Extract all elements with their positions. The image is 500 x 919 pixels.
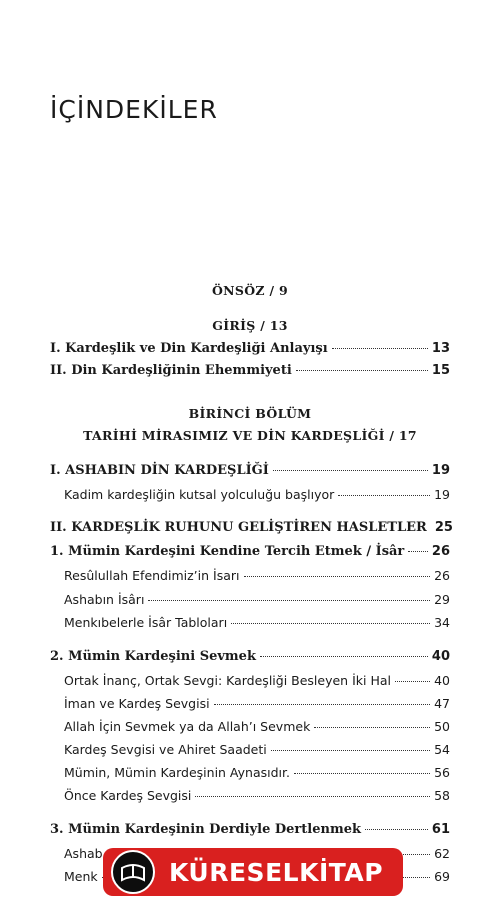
dot-leader: [314, 727, 430, 728]
dot-leader: [408, 551, 428, 552]
toc-entry: [64, 695, 450, 713]
toc-entry-label: Ortak İnanç, Ortak Sevgi: Kardeşliği Besleyen İki Hal: [64, 673, 391, 688]
dot-leader: [260, 656, 428, 657]
toc-subsection: [50, 821, 450, 839]
dot-leader: [365, 829, 428, 830]
toc-entry-page: 47: [434, 696, 450, 711]
toc-entry-page: 56: [434, 765, 450, 780]
toc-entry-label: 3. Mümin Kardeşinin Derdiyle Dertlenmek: [50, 822, 361, 837]
dot-leader: [296, 370, 428, 371]
toc-entry: [50, 340, 450, 358]
toc-section: [50, 462, 450, 480]
dot-leader: [294, 773, 430, 774]
dot-leader: [195, 796, 430, 797]
toc-entry-label: Allah İçin Sevmek ya da Allah’ı Sevmek: [64, 719, 311, 734]
toc-entry-page: 61: [431, 822, 450, 837]
toc-entry-label: Resûlullah Efendimiz’in İsarı: [64, 568, 240, 583]
toc-subsection: [50, 648, 450, 666]
toc-entry-label: I. Kardeşlik ve Din Kardeşliği Anlayışı: [50, 341, 328, 356]
toc-entry-page: 50: [434, 719, 450, 734]
toc-entry-label: Ashabın İsârı: [64, 592, 145, 607]
toc-entry-label: Menk: [64, 869, 98, 884]
toc-entry-page: 19: [431, 463, 450, 478]
toc-entry-page: 54: [434, 742, 450, 757]
toc-entry-page: 15: [431, 363, 450, 378]
toc-entry-label: 1. Mümin Kardeşini Kendine Tercih Etmek / İsâr: [50, 544, 405, 559]
toc-entry-page: 40: [431, 649, 450, 664]
toc-entry-page: 69: [434, 869, 450, 884]
part-heading: BİRİNCİ BÖLÜM: [188, 406, 312, 421]
toc-entry-page: 62: [434, 846, 450, 861]
toc-entry-label: İman ve Kardeş Sevgisi: [64, 696, 210, 711]
toc-entry-label: Ashab: [64, 846, 103, 861]
toc-entry: [64, 567, 450, 585]
toc-entry-label: Menkıbelerle İsâr Tabloları: [64, 615, 228, 630]
dot-leader: [395, 681, 430, 682]
toc-entry-page: 25: [434, 520, 453, 535]
toc-entry-label: 2. Mümin Kardeşini Sevmek: [50, 649, 256, 664]
book-icon: [111, 850, 155, 894]
dot-leader: [338, 495, 430, 496]
toc-entry-page: 34: [434, 615, 450, 630]
toc-entry: [64, 486, 450, 504]
toc-entry-page: 26: [434, 568, 450, 583]
toc-entry-page: 19: [434, 487, 450, 502]
toc-entry-label: Kardeş Sevgisi ve Ahiret Saadeti: [64, 742, 267, 757]
toc-entry-label: Mümin, Mümin Kardeşinin Aynasıdır.: [64, 765, 290, 780]
toc-entry-label: Önce Kardeş Sevgisi: [64, 788, 192, 803]
toc-entry-page: 29: [434, 592, 450, 607]
preface-heading: ÖNSÖZ / 9: [211, 283, 289, 298]
watermark-logo: [103, 848, 403, 896]
toc-entry-label: II. Din Kardeşliğinin Ehemmiyeti: [50, 363, 292, 378]
toc-entry: [64, 718, 450, 736]
dot-leader: [271, 750, 430, 751]
toc-entry-label: I. ASHABIN DİN KARDEŞLİĞİ: [50, 463, 269, 478]
toc-entry: [64, 787, 450, 805]
toc-entry-page: 13: [431, 341, 450, 356]
toc-entry-label: Kadim kardeşliğin kutsal yolculuğu başlıyor: [64, 487, 335, 502]
part-title: TARİHİ MİRASIMIZ VE DİN KARDEŞLİĞİ / 17: [83, 428, 417, 443]
toc-section: [50, 519, 453, 537]
dot-leader: [214, 704, 431, 705]
page-title: İÇİNDEKİLER: [50, 95, 218, 124]
watermark-text: KÜRESELKİTAP: [169, 857, 384, 887]
toc-entry: [50, 362, 450, 380]
introduction-heading: GİRİŞ / 13: [212, 318, 288, 333]
toc-entry: [64, 614, 450, 632]
dot-leader: [332, 348, 428, 349]
toc-entry-label: II. KARDEŞLİK RUHUNU GELİŞTİREN HASLETLER: [50, 520, 427, 535]
toc-entry: [64, 591, 450, 609]
toc-entry: [64, 764, 450, 782]
dot-leader: [148, 600, 430, 601]
dot-leader: [244, 576, 431, 577]
toc-entry-page: 58: [434, 788, 450, 803]
dot-leader: [273, 470, 428, 471]
toc-entry: [64, 672, 450, 690]
toc-entry-page: 26: [431, 544, 450, 559]
toc-entry-page: 40: [434, 673, 450, 688]
toc-subsection: [50, 543, 450, 561]
dot-leader: [231, 623, 430, 624]
toc-entry: [64, 741, 450, 759]
